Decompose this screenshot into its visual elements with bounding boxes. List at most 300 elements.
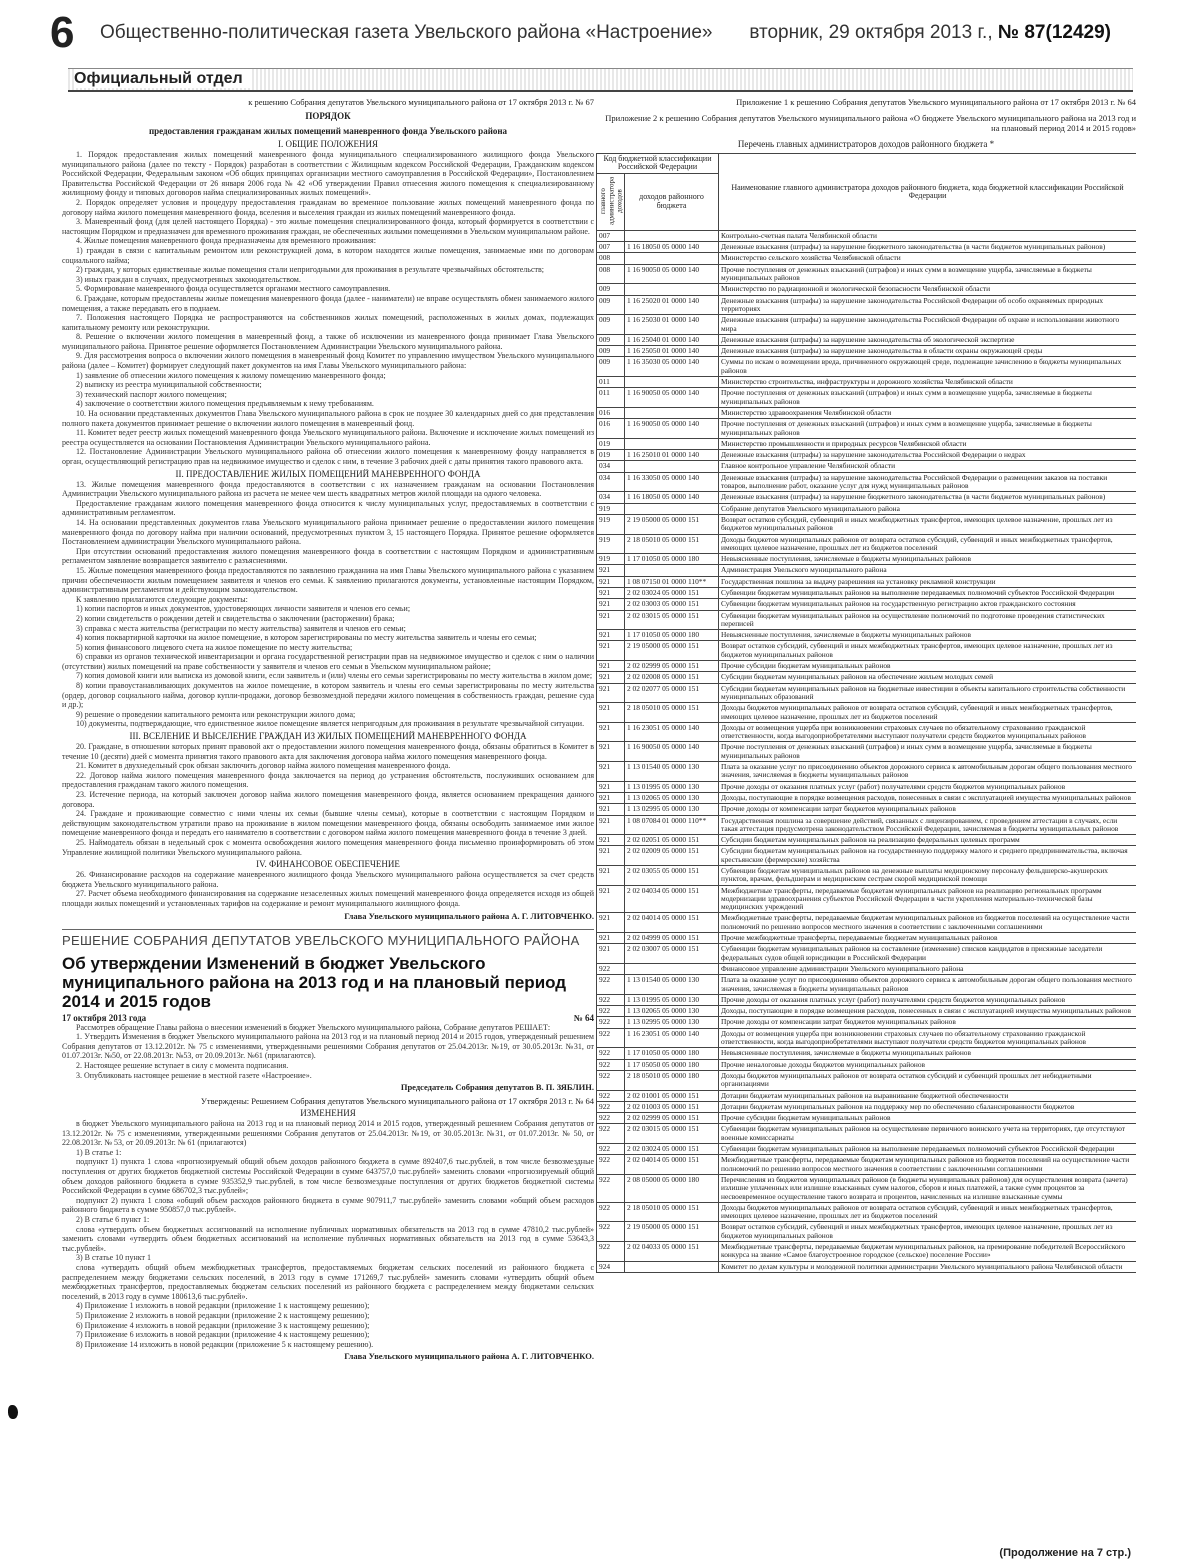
admin-code-cell: 919 bbox=[597, 503, 625, 514]
revenue-code-cell: 1 08 07150 01 0000 110** bbox=[625, 576, 719, 587]
page-number: 6 bbox=[50, 8, 75, 57]
table-row bbox=[597, 334, 1137, 345]
paragraph: 10. На основании представленных документов Глава Увельского муниципального района в срок не позднее 30 календарных дней со дня представления полного пакета документов принимает решение о включении жилого помещения в маневренный фонд. bbox=[62, 409, 594, 428]
paragraph: 3. Опубликовать настоящее решение в местной газете «Настроение». bbox=[76, 1070, 312, 1080]
paragraph: Предоставление гражданам жилого помещения маневренного фонда относится к числу муниципальных услуг, предоставляемых в соответствии с административным регламентом. bbox=[62, 498, 594, 518]
paragraph: 7) копия домовой книги или выписка из домовой книги, если заявитель и (или) члены его семьи зарегистрированы по месту жительства в жилом доме; bbox=[76, 671, 593, 681]
table-row bbox=[597, 1202, 1137, 1222]
name-cell: Министерство строительства, инфраструктуры и дорожного хозяйства Челябинской области bbox=[719, 377, 1136, 388]
decision-header: РЕШЕНИЕ СОБРАНИЯ ДЕПУТАТОВ УВЕЛЬСКОГО МУНИЦИПАЛЬНОГО РАЙОНА bbox=[62, 929, 594, 948]
revenue-code-cell: 2 02 03024 05 0000 151 bbox=[625, 587, 719, 598]
issue-date-text: вторник, 29 октября 2013 г., bbox=[749, 22, 998, 43]
admin-code-cell: 011 bbox=[597, 388, 625, 408]
paragraph: 25. Наймодатель обязан в недельный срок с момента освобождения жилого помещения маневренного фонда письменно проинформировать об этом Управление жилищной политики Увельского муниципального района. bbox=[62, 837, 594, 857]
name-cell: Денежные взыскания (штрафы) за нарушение бюджетного законодательства (в части бюджетов муниципальных районов) bbox=[719, 492, 1136, 503]
signature-head: Глава Увельского муниципального района А. Г. ЛИТОВЧЕНКО. bbox=[344, 910, 594, 921]
table-row bbox=[597, 1028, 1137, 1048]
paragraph: 6. Граждане, которым предоставлены жилые помещения маневренного фонда (далее - наниматели) не вправе осуществлять обмен занимаемого жилого помещения, а также передавать его в поднаем. bbox=[62, 293, 594, 313]
revenue-code-cell: 1 16 25010 01 0000 140 bbox=[625, 450, 719, 461]
admin-code-cell: 921 bbox=[597, 846, 625, 866]
admin-code-cell: 922 bbox=[597, 1113, 625, 1124]
paragraph: 4) заключение о соответствии жилого помещения предъявляемым к нему требованиям. bbox=[76, 399, 374, 409]
revenue-code-cell: 2 18 05010 05 0000 151 bbox=[625, 534, 719, 554]
revenue-code-cell: 2 19 05000 05 0000 151 bbox=[625, 641, 719, 661]
name-cell: Невыясненные поступления, зачисляемые в бюджеты муниципальных районов bbox=[719, 1048, 1136, 1059]
name-cell: Доходы от возмещения ущерба при возникновении страховых случаев по обязательному страхованию гражданской ответственности, когда выгодоприобретателями выступают получатели средств бюджетов муниципальных районов bbox=[719, 722, 1136, 742]
table-row bbox=[597, 1070, 1137, 1090]
decision-number: № 64 bbox=[573, 1012, 594, 1023]
table-header-group: Код бюджетной классификации Российской Федерации bbox=[597, 154, 719, 174]
procedure-appendix-ref: к решению Собрания депутатов Увельского муниципального района от 17 октября 2013 г. № 67 bbox=[248, 97, 594, 107]
revenue-code-cell: 1 16 18050 05 0000 140 bbox=[625, 492, 719, 503]
admin-code-cell: 016 bbox=[597, 407, 625, 418]
procedure-section-heading: II. ПРЕДОСТАВЛЕНИЕ ЖИЛЫХ ПОМЕЩЕНИЙ МАНЕВРЕННОГО ФОНДА bbox=[175, 468, 481, 479]
decision-title: Об утверждении Изменений в бюджет Увельского муниципального района на 2013 год и на плановый период 2014 и 2015 годов bbox=[62, 953, 567, 1011]
table-row bbox=[597, 781, 1137, 792]
admin-code-cell: 034 bbox=[597, 461, 625, 472]
table-row bbox=[597, 683, 1137, 703]
paragraph: При отсутствии оснований предоставления жилого помещения маневренного фонда в соответствии с настоящим Порядком и административным регламентом заявление возвращается заявителю с разъяснениями. bbox=[62, 546, 594, 566]
admin-code-cell: 921 bbox=[597, 866, 625, 886]
table-row bbox=[597, 503, 1137, 514]
issue-date bbox=[749, 22, 1111, 44]
name-cell: Государственная пошлина за выдачу разрешения на установку рекламной конструкции bbox=[719, 576, 1136, 587]
left-column bbox=[62, 97, 594, 1557]
decision-date-row bbox=[62, 1013, 594, 1023]
paragraph: 24. Граждане и проживающие совместно с ними члены их семьи (бывшие члены семьи), которые в соответствии с настоящим Порядком и действующим законодательством утратили право на проживание в жилом помещении маневренного фонда, обязаны освободить занимаемое ими жилое помещение маневренного фонда и передать его нанимателю в соответствии с договором найма жилого помещения маневренного фонда в течение 3 дней. bbox=[62, 809, 594, 838]
revenue-code-cell: 1 17 01050 05 0000 180 bbox=[625, 1048, 719, 1059]
admin-code-cell: 922 bbox=[597, 1241, 625, 1261]
table-row bbox=[597, 1155, 1137, 1175]
table-row bbox=[597, 315, 1137, 335]
table-row bbox=[597, 492, 1137, 503]
name-cell: Прочие субсидии бюджетам муниципальных районов bbox=[719, 1113, 1136, 1124]
revenue-code-cell: 2 18 05010 05 0000 151 bbox=[625, 1202, 719, 1222]
table-row bbox=[597, 284, 1137, 295]
revenue-code-cell: 1 16 23051 05 0000 140 bbox=[625, 1028, 719, 1048]
name-cell: Межбюджетные трансферты, передаваемые бюджетам муниципальных районов на реализацию региональных программ модернизации здравоохранения субъектов Российской Федерации в части укрепления материально-технической базы медицинских учреждений bbox=[719, 885, 1136, 913]
revenue-code-cell: 2 02 01001 05 0000 151 bbox=[625, 1090, 719, 1101]
admin-code-cell: 922 bbox=[597, 1028, 625, 1048]
procedure-section-body bbox=[62, 150, 594, 467]
name-cell: Доходы бюджетов муниципальных районов от возврата остатков субсидий, субвенций и иных межбюджетных трансфертов, имеющих целевое назначение, прошлых лет из бюджетов поселений bbox=[719, 534, 1136, 554]
paragraph: 3) технический паспорт жилого помещения; bbox=[76, 389, 227, 399]
revenue-code-cell bbox=[625, 438, 719, 449]
revenue-code-cell: 1 16 25030 01 0000 140 bbox=[625, 315, 719, 335]
revenue-code-cell: 2 02 03015 05 0000 151 bbox=[625, 610, 719, 630]
changes-body bbox=[62, 1119, 594, 1349]
table-header-admin-code bbox=[597, 173, 625, 230]
admin-code-cell: 922 bbox=[597, 1048, 625, 1059]
admin-code-cell: 922 bbox=[597, 975, 625, 995]
admin-code-cell: 009 bbox=[597, 334, 625, 345]
admin-code-cell: 922 bbox=[597, 1090, 625, 1101]
admin-code-cell: 924 bbox=[597, 1261, 625, 1272]
admin-code-cell: 008 bbox=[597, 264, 625, 284]
revenue-code-cell: 2 02 04014 05 0000 151 bbox=[625, 1155, 719, 1175]
revenue-code-cell: 2 02 02999 05 0000 151 bbox=[625, 1113, 719, 1124]
admin-code-cell: 009 bbox=[597, 284, 625, 295]
revenue-code-cell: 1 13 01995 05 0000 130 bbox=[625, 781, 719, 792]
paragraph: в бюджет Увельского муниципального района на 2013 год и на плановый период 2014 и 2015 годов, утвержденный решением Собрания депутатов от 13.12.2012г. № 75 с изменениями, утвержденными решениями Собрания депутатов от 25.04.2013г. №19, от 30.05.2013г. №31, от 01.07.2013г. № 50, от 22.08.2013г. № 53, от 20.09.2013г. № 61 (прилагаются) bbox=[62, 1119, 594, 1148]
revenue-code-cell: 2 02 04034 05 0000 151 bbox=[625, 885, 719, 913]
admin-code-cell: 016 bbox=[597, 419, 625, 439]
name-cell: Денежные взыскания (штрафы) за нарушение законодательства Российской Федерации о размещении заказов на поставки товаров, выполнение работ, оказание услуг для нужд муниципальных районов bbox=[719, 472, 1136, 492]
revenue-code-cell: 1 13 02065 05 0000 130 bbox=[625, 1006, 719, 1017]
table-row bbox=[597, 1222, 1137, 1242]
print-smudge bbox=[8, 1405, 18, 1419]
name-cell: Денежные взыскания (штрафы) за нарушение законодательства Российской Федерации о недрах bbox=[719, 450, 1136, 461]
name-cell: Перечисления из бюджетов муниципальных районов (в бюджеты муниципальных районов) для осуществления возврата (зачета) излишне уплаченных или излишне взысканных сумм налогов, сборов и иных платежей, а также сумм процентов за несвоевременное осуществление такого возврата и процентов, начисленных на излишне взысканные суммы bbox=[719, 1174, 1136, 1202]
admin-code-cell: 921 bbox=[597, 610, 625, 630]
revenue-code-cell: 2 02 04033 05 0000 151 bbox=[625, 1241, 719, 1261]
table-row bbox=[597, 450, 1137, 461]
admin-code-cell: 019 bbox=[597, 438, 625, 449]
name-cell: Прочие поступления от денежных взысканий (штрафов) и иных сумм в возмещение ущерба, зачисляемые в бюджеты муниципальных районов bbox=[719, 388, 1136, 408]
paragraph: 3. Маневренный фонд (для целей настоящего Порядка) - это жилые помещения специализированного фонда, который формируется в соответствии с настоящим Порядком и предназначен для временного проживания граждан, не обеспеченных жилыми помещениями в Увельском муниципальном районе. bbox=[62, 217, 594, 236]
paragraph: 2) граждан, у которых единственные жилые помещения стали непригодными для проживания в результате чрезвычайных обстоятельств; bbox=[76, 265, 544, 275]
paragraph: 20. Граждане, в отношении которых принят правовой акт о предоставлении жилого помещения маневренного фонда, обязаны обратиться в Комитет в течение 10 (десяти) дней с момента принятия такого правового акта для заключения договора найма жилого помещения маневренного фонда. bbox=[62, 742, 594, 761]
table-row bbox=[597, 565, 1137, 576]
paragraph: 6) справки из органов технической инвентаризации и органа государственной регистрации прав на недвижимое имущество и сделок с ним о наличии (отсутствии) жилых помещений на праве собственности у заявителя и членов его семьи в Увельском муниципальном районе; bbox=[62, 652, 594, 671]
administrators-list-title: Перечень главных администраторов доходов районного бюджета * bbox=[737, 139, 995, 149]
paragraph: 1) заявление об отнесении жилого помещения к жилому помещению маневренного фонда; bbox=[76, 370, 386, 380]
procedure-section-heading: IV. ФИНАНСОВОЕ ОБЕСПЕЧЕНИЕ bbox=[256, 859, 400, 870]
revenue-code-cell bbox=[625, 230, 719, 241]
table-row bbox=[597, 534, 1137, 554]
table-row bbox=[597, 975, 1137, 995]
name-cell: Прочие доходы от оказания платных услуг (работ) получателями средств бюджетов муниципальных районов bbox=[719, 994, 1136, 1005]
paragraph: 14. На основании представленных документов глава Увельского муниципального района принимает решение о предоставлении жилого помещения маневренного фонда по договору найма при наличии оснований, предусмотренных пунктом 3, 15 настоящего Порядка. Принятое решение оформляется Постановлением администрации Увельского муниципального района. bbox=[62, 517, 594, 547]
paragraph: 1. Порядок предоставления жилых помещений маневренного фонда муниципального специализированного жилищного фонда Увельского муниципального района (далее по тексту - Порядок) разработан в соответствии с Жилищным кодексом Российской Федерации, Гражданским кодексом Российской Федерации, Федеральным законом «Об общих принципах организации местного самоуправления в Российской Федерации», Постановлением Правительства Российской Федерации от 26 января 2006 года № 42 «Об утверждении Правил отнесения жилого помещения к специализированному жилищному фонду и типовых договоров найма специализированных жилых помещений». bbox=[62, 150, 594, 198]
table-row bbox=[597, 866, 1137, 886]
revenue-code-cell: 2 18 05010 05 0000 180 bbox=[625, 1070, 719, 1090]
admin-code-cell: 921 bbox=[597, 804, 625, 815]
revenue-code-cell bbox=[625, 963, 719, 974]
paragraph: 3) иных граждан в случаях, предусмотренных законодательством. bbox=[76, 274, 301, 284]
admin-code-cell: 922 bbox=[597, 963, 625, 974]
name-cell: Министерство по радиационной и экологической безопасности Челябинской области bbox=[719, 284, 1136, 295]
name-cell: Денежные взыскания (штрафы) за нарушение законодательства об экологической экспертизе bbox=[719, 334, 1136, 345]
paragraph: 4) Приложение 1 изложить в новой редакции (приложение 1 к настоящему решению); bbox=[76, 1301, 370, 1311]
paragraph: 5) копия финансового лицевого счета на жилое помещение по месту жительства; bbox=[76, 642, 353, 652]
table-row bbox=[597, 630, 1137, 641]
procedure-title: ПОРЯДОК bbox=[305, 111, 351, 121]
paragraph: 9) решение о проведении капитального ремонта или реконструкции жилого дома; bbox=[76, 709, 356, 719]
paragraph: 2) копии свидетельств о рождении детей и свидетельства о заключении (расторжении) брака; bbox=[76, 613, 395, 623]
revenue-code-cell: 2 02 03055 05 0000 151 bbox=[625, 866, 719, 886]
admin-code-cell: 921 bbox=[597, 815, 625, 835]
admin-code-cell: 921 bbox=[597, 933, 625, 944]
table-row bbox=[597, 357, 1137, 377]
table-header-revenue-code: доходов районного бюджета bbox=[625, 173, 719, 230]
paragraph: 10) документы, подтверждающие, что единственное жилое помещение является непригодным для проживания в результате чрезвычайной ситуации. bbox=[76, 719, 585, 729]
table-row bbox=[597, 1144, 1137, 1155]
table-row bbox=[597, 1059, 1137, 1070]
paragraph: 1) копии паспортов и иных документов, удостоверяющих личности заявителя и членов его семьи; bbox=[76, 604, 411, 614]
table-row bbox=[597, 792, 1137, 803]
paragraph: 6) Приложение 4 изложить в новой редакции (приложение 3 к настоящему решению); bbox=[76, 1320, 370, 1330]
paragraph: подпункт 2) пункта 1 слова «общий объем расходов районного бюджета в сумме 907911,7 тыс.рублей» заменить словами «общий объем расходов районного бюджета в сумме 950857,0 тыс.рублей». bbox=[62, 1195, 594, 1215]
paragraph: 4. Жилые помещения маневренного фонда предназначены для временного проживания: bbox=[76, 236, 376, 246]
table-row bbox=[597, 885, 1137, 913]
name-cell: Прочие неналоговые доходы бюджетов муниципальных районов bbox=[719, 1059, 1136, 1070]
name-cell: Доходы, поступающие в порядке возмещения расходов, понесенных в связи с эксплуатацией имущества муниципальных районов bbox=[719, 1006, 1136, 1017]
paragraph: 5. Формирование маневренного фонда осуществляется органами местного самоуправления. bbox=[76, 284, 391, 294]
paragraph: 2) выписку из реестра муниципальной собственности; bbox=[76, 380, 262, 390]
paragraph: 4) копия поквартирной карточки на жилое помещение, в котором зарегистрированы по месту жительства заявитель и члены его семьи; bbox=[76, 633, 537, 643]
admin-code-cell: 921 bbox=[597, 630, 625, 641]
admin-code-cell: 921 bbox=[597, 641, 625, 661]
table-row bbox=[597, 944, 1137, 964]
name-cell: Субсидии бюджетам муниципальных районов на реализацию федеральных целевых программ bbox=[719, 835, 1136, 846]
name-cell: Комитет по делам культуры и молодежной политики администрации Увельского муниципального района Челябинской области bbox=[719, 1261, 1136, 1272]
table-row bbox=[597, 388, 1137, 408]
name-cell: Субсидии бюджетам муниципальных районов на обеспечение жильем молодых семей bbox=[719, 672, 1136, 683]
admin-code-cell: 921 bbox=[597, 742, 625, 762]
name-cell: Субвенции бюджетам муниципальных районов на осуществление первичного воинского учета на территориях, где отсутствуют военные комиссариаты bbox=[719, 1124, 1136, 1144]
admin-code-cell: 009 bbox=[597, 295, 625, 315]
name-cell: Администрация Увельского муниципального района bbox=[719, 565, 1136, 576]
newspaper-name: Общественно-политическая газета Увельского района «Настроение» bbox=[100, 22, 713, 43]
paragraph: подпункт 1) пункта 1 слова «прогнозируемый общий объем доходов районного бюджета в сумме 892407,6 тыс.рублей, в том числе безвозмездные поступления от других бюджетов бюджетной системы Российской Федерации в сумме 643757,0 тыс.рублей» заменить словами «прогнозируемый общий объем доходов районного бюджета в сумме 935352,9 тыс.рублей, в том числе безвозмездные поступления от других бюджетов бюджетной системы Российской Федерации в сумме 686702,3 тыс.рублей»; bbox=[62, 1157, 594, 1196]
revenue-code-cell: 2 02 03007 05 0000 151 bbox=[625, 944, 719, 964]
revenue-code-cell: 1 13 01540 05 0000 130 bbox=[625, 762, 719, 782]
paragraph: 12. Постановление Администрации Увельского муниципального района об отнесении жилого помещения к маневренному фонду направляется в орган, осуществляющий регистрацию прав на недвижимое имущество и сделок с ним, в течение 3 рабочих дней с даты принятия такого правового акта. bbox=[62, 447, 594, 466]
revenue-code-cell: 1 17 05050 05 0000 180 bbox=[625, 1059, 719, 1070]
name-cell: Денежные взыскания (штрафы) за нарушение законодательства Российской Федерации об охране и использовании животного мира bbox=[719, 315, 1136, 335]
table-row bbox=[597, 295, 1137, 315]
name-cell: Возврат остатков субсидий, субвенций и иных межбюджетных трансфертов, имеющих целевое назначение, прошлых лет из бюджетов муниципальных районов bbox=[719, 1222, 1136, 1242]
table-row bbox=[597, 1261, 1137, 1272]
paragraph: 1. Утвердить Изменения в бюджет Увельского муниципального района на 2013 год и на плановый период 2014 и 2015 годов, утвержденный решением Собрания депутатов от 13.12.2012г. № 75 с изменениями, утвержденными решениями Собрания депутатов от 25.04.2013г. №19, от 30.05.2013г. №31, от 01.07.2013г. №50, от 22.08.2013г. №53, от 20.09.2013г. №61 (прилагаются). bbox=[62, 1032, 594, 1061]
admin-code-cell: 922 bbox=[597, 1202, 625, 1222]
revenue-code-cell: 2 02 02077 05 0000 151 bbox=[625, 683, 719, 703]
table-row bbox=[597, 1124, 1137, 1144]
paragraph: 3) В статье 10 пункт 1 bbox=[76, 1253, 152, 1263]
admin-code-cell: 922 bbox=[597, 1155, 625, 1175]
table-row bbox=[597, 835, 1137, 846]
table-row bbox=[597, 230, 1137, 241]
admin-code-cell: 922 bbox=[597, 1124, 625, 1144]
admin-code-cell: 921 bbox=[597, 599, 625, 610]
paragraph: 7) Приложение 6 изложить в новой редакции (приложение 4 к настоящему решению); bbox=[76, 1330, 370, 1340]
name-cell: Собрание депутатов Увельского муниципального района bbox=[719, 503, 1136, 514]
paragraph: 13. Жилые помещения маневренного фонда предоставляются в соответствии с их назначением гражданам на основании Постановления Администрации Увельского муниципального района из расчета не менее чем шесть квадратных метров жилой площади на одного человека. bbox=[62, 479, 594, 499]
name-cell: Прочие межбюджетные трансферты, передаваемые бюджетам муниципальных районов bbox=[719, 933, 1136, 944]
name-cell: Невыясненные поступления, зачисляемые в бюджеты муниципальных районов bbox=[719, 554, 1136, 565]
table-row bbox=[597, 346, 1137, 357]
revenue-code-cell bbox=[625, 253, 719, 264]
revenue-administrators-table bbox=[596, 153, 1136, 1273]
appendix-1-ref: Приложение 1 к решению Собрания депутатов Увельского муниципального района от 17 октября 2013 г. № 64 bbox=[736, 97, 1136, 107]
revenue-code-cell: 2 19 05000 05 0000 151 bbox=[625, 514, 719, 534]
revenue-code-cell: 2 02 01003 05 0000 151 bbox=[625, 1101, 719, 1112]
revenue-code-cell: 1 16 90050 05 0000 140 bbox=[625, 742, 719, 762]
name-cell: Министерство здравоохранения Челябинской области bbox=[719, 407, 1136, 418]
name-cell: Субвенции бюджетам муниципальных районов на составление (изменение) списков кандидатов в присяжные заседатели федеральных судов общей юрисдикции в Российской Федерации bbox=[719, 944, 1136, 964]
name-cell: Межбюджетные трансферты, передаваемые бюджетам муниципальных районов из бюджетов поселений на осуществление части полномочий по решению вопросов местного значения в соответствии с заключенными соглашениями bbox=[719, 1155, 1136, 1175]
name-cell: Доходы, поступающие в порядке возмещения расходов, понесенных в связи с эксплуатацией имущества муниципальных районов bbox=[719, 792, 1136, 803]
admin-code-cell: 921 bbox=[597, 683, 625, 703]
table-row bbox=[597, 913, 1137, 933]
paragraph: 8) Приложение 14 изложить в новой редакции (приложение 5 к настоящему решению). bbox=[76, 1339, 374, 1349]
paragraph: 8) копии правоустанавливающих документов на жилое помещение, в котором заявитель и члены его семьи зарегистрированы по месту жительства (ордер, договор социального найма, договор купли-продажи, договор безвозмездной передачи жилого помещения в собственность граждан, решение суда и др.); bbox=[62, 681, 594, 710]
continued-note: (Продолжение на 7 стр.) bbox=[999, 1547, 1131, 1559]
revenue-code-cell bbox=[625, 1261, 719, 1272]
table-row bbox=[597, 742, 1137, 762]
paragraph: 1) граждан в связи с капитальным ремонтом или реконструкцией дома, в котором находятся жилые помещения, занимаемые ими по договорам социального найма; bbox=[62, 245, 594, 265]
revenue-code-cell: 1 16 25040 01 0000 140 bbox=[625, 334, 719, 345]
admin-code-cell: 922 bbox=[597, 1174, 625, 1202]
procedure-section-body bbox=[62, 480, 594, 729]
name-cell: Прочие поступления от денежных взысканий (штрафов) и иных сумм в возмещение ущерба, зачисляемые в бюджеты муниципальных районов bbox=[719, 419, 1136, 439]
revenue-code-cell bbox=[625, 565, 719, 576]
table-row bbox=[597, 1241, 1137, 1261]
table-row bbox=[597, 514, 1137, 534]
revenue-code-cell: 1 16 25050 01 0000 140 bbox=[625, 346, 719, 357]
name-cell: Денежные взыскания (штрафы) за нарушение законодательства в области охраны окружающей среды bbox=[719, 346, 1136, 357]
revenue-code-cell: 1 16 23051 05 0000 140 bbox=[625, 722, 719, 742]
table-row bbox=[597, 377, 1137, 388]
right-column bbox=[596, 97, 1136, 1537]
admin-code-cell: 921 bbox=[597, 913, 625, 933]
name-cell: Денежные взыскания (штрафы) за нарушение бюджетного законодательства (в части бюджетов муниципальных районов) bbox=[719, 242, 1136, 253]
paragraph: 3) справка с места жительства (регистрации по месту жительства) заявителя и членов его семьи; bbox=[76, 623, 406, 633]
name-cell: Субвенции бюджетам муниципальных районов на осуществление полномочий по подготовке проведения статистических переписей bbox=[719, 610, 1136, 630]
revenue-code-cell: 1 16 18050 05 0000 140 bbox=[625, 242, 719, 253]
admin-code-cell: 921 bbox=[597, 722, 625, 742]
paragraph: 15. Жилые помещения маневренного фонда предоставляются по заявлению гражданина на имя Главы Увельского муниципального района с указанием причин обеспеченности жилым помещением заявителя и членов его семьи. К заявлению прилагаются документы, установленные настоящим Порядком, административным регламентом и действующим законодательством. bbox=[62, 565, 594, 595]
table-row bbox=[597, 722, 1137, 742]
admin-code-cell: 922 bbox=[597, 1059, 625, 1070]
revenue-code-cell: 1 17 01050 05 0000 180 bbox=[625, 554, 719, 565]
admin-code-cell: 922 bbox=[597, 1222, 625, 1242]
paragraph: 8. Решение о включении жилого помещения в маневренный фонд, а также об исключении из маневренного фонда принимает Глава Увельского муниципального района. Принятое решение оформляется Постановлением Администрации Увельского муниципального района. bbox=[62, 332, 594, 351]
name-cell: Субвенции бюджетам муниципальных районов на денежные выплаты медицинскому персоналу фельдшерско-акушерских пунктов, врачам, фельдшерам и медицинским сестрам скорой медицинской помощи bbox=[719, 866, 1136, 886]
revenue-code-cell: 1 13 02995 05 0000 130 bbox=[625, 804, 719, 815]
admin-code-cell: 921 bbox=[597, 835, 625, 846]
revenue-code-cell: 1 13 02065 05 0000 130 bbox=[625, 792, 719, 803]
admin-code-cell: 019 bbox=[597, 450, 625, 461]
paragraph: К заявлению прилагаются следующие документы: bbox=[76, 594, 248, 604]
table-row bbox=[597, 804, 1137, 815]
revenue-code-cell: 2 19 05000 05 0000 151 bbox=[625, 1222, 719, 1242]
name-cell: Доходы бюджетов муниципальных районов от возврата остатков субсидий и субвенций прошлых лет небюджетными организациями bbox=[719, 1070, 1136, 1090]
paragraph: слова «утвердить объем бюджетных ассигнований на исполнение публичных нормативных обязательств на 2013 год в сумме 47810,2 тыс.рублей» заменить словами «утвердить объем бюджетных ассигнований на исполнение публичных нормативных обязательств на 2013 год в сумме 53643,3 тыс.рублей». bbox=[62, 1224, 594, 1253]
revenue-code-cell: 2 02 02008 05 0000 151 bbox=[625, 672, 719, 683]
name-cell: Денежные взыскания (штрафы) за нарушение законодательства Российской Федерации об особо охраняемых природных территориях bbox=[719, 295, 1136, 315]
table-row bbox=[597, 576, 1137, 587]
name-cell: Контрольно-счетная палата Челябинской области bbox=[719, 230, 1136, 241]
name-cell: Возврат остатков субсидий, субвенций и иных межбюджетных трансфертов, имеющих целевое назначение, прошлых лет из бюджетов муниципальных районов bbox=[719, 641, 1136, 661]
name-cell: Плата за оказание услуг по присоединению объектов дорожного сервиса к автомобильным дорогам общего пользования местного значения, зачисляемая в бюджеты муниципальных районов bbox=[719, 975, 1136, 995]
name-cell: Прочие поступления от денежных взысканий (штрафов) и иных сумм в возмещение ущерба, зачисляемые в бюджеты муниципальных районов bbox=[719, 742, 1136, 762]
revenue-code-cell: 2 02 03024 05 0000 151 bbox=[625, 1144, 719, 1155]
section-title: Официальный отдел bbox=[74, 69, 251, 88]
table-row bbox=[597, 419, 1137, 439]
name-cell: Межбюджетные трансферты, передаваемые бюджетам муниципальных районов, на премирование победителей Всероссийского конкурса на звание «Самое благоустроенное городское (сельское) поселение России» bbox=[719, 1241, 1136, 1261]
admin-code-cell: 922 bbox=[597, 1101, 625, 1112]
table-row bbox=[597, 1174, 1137, 1202]
admin-code-cell: 919 bbox=[597, 554, 625, 565]
admin-code-cell: 008 bbox=[597, 253, 625, 264]
paragraph: 21. Комитет в двухнедельный срок обязан заключить договор найма жилого помещения маневренного фонда. bbox=[76, 761, 451, 771]
paragraph: 7. Положения настоящего Порядка не распространяются на собственников жилых помещений, расположенных в жилых домах, подлежащих капитальному ремонту или реконструкции. bbox=[62, 313, 594, 332]
revenue-code-cell: 2 02 02051 05 0000 151 bbox=[625, 835, 719, 846]
paragraph: 9. Для рассмотрения вопроса о включении жилого помещения в маневренный фонд Комитет по управлению имуществом Увельского муниципального района (далее – Комитет) формирует следующий пакет документов на имя Главы Увельского муниципального района: bbox=[62, 351, 594, 371]
name-cell: Доходы от возмещения ущерба при возникновении страховых случаев по обязательному страхованию гражданской ответственности, когда выгодоприобретателями выступают получатели средств бюджетов муниципальных районов bbox=[719, 1028, 1136, 1048]
table-row bbox=[597, 461, 1137, 472]
paragraph: 2) В статье 6 пункт 1: bbox=[76, 1215, 150, 1225]
admin-code-cell: 009 bbox=[597, 346, 625, 357]
table-row bbox=[597, 1006, 1137, 1017]
admin-code-cell: 921 bbox=[597, 781, 625, 792]
admin-code-cell: 007 bbox=[597, 230, 625, 241]
table-row bbox=[597, 1048, 1137, 1059]
name-cell: Межбюджетные трансферты, передаваемые бюджетам муниципальных районов из бюджетов поселений на осуществление части полномочий по решению вопросов местного значения в соответствии с заключенными соглашениями bbox=[719, 913, 1136, 933]
table-row bbox=[597, 641, 1137, 661]
name-cell: Прочие доходы от компенсации затрат бюджетов муниципальных районов bbox=[719, 804, 1136, 815]
table-header-name: Наименование главного администратора доходов районного бюджета, кода бюджетной классификации Российской Федерации bbox=[719, 154, 1136, 231]
table-row bbox=[597, 253, 1137, 264]
table-row bbox=[597, 554, 1137, 565]
name-cell: Финансовое управление администрации Увельского муниципального района bbox=[719, 963, 1136, 974]
name-cell: Возврат остатков субсидий, субвенций и иных межбюджетных трансфертов, имеющих целевое назначение, прошлых лет из бюджетов муниципальных районов bbox=[719, 514, 1136, 534]
admin-code-cell: 011 bbox=[597, 377, 625, 388]
table-row bbox=[597, 846, 1137, 866]
table-row bbox=[597, 815, 1137, 835]
revenue-code-cell bbox=[625, 503, 719, 514]
table-row bbox=[597, 599, 1137, 610]
procedure-section-heading: III. ВСЕЛЕНИЕ И ВЫСЕЛЕНИЕ ГРАЖДАН ИЗ ЖИЛЫХ ПОМЕЩЕНИЙ МАНЕВРЕННОГО ФОНДА bbox=[129, 731, 527, 742]
admin-code-cell: 921 bbox=[597, 587, 625, 598]
table-row bbox=[597, 963, 1137, 974]
revenue-code-cell: 2 02 03003 05 0000 151 bbox=[625, 599, 719, 610]
paragraph: 2. Настоящее решение вступает в силу с момента подписания. bbox=[76, 1060, 289, 1070]
paragraph: 26. Финансирование расходов на содержание маневренного жилищного фонда Увельского муниципального района осуществляется за счет средств бюджета Увельского муниципального района. bbox=[62, 870, 594, 889]
name-cell: Субвенции бюджетам муниципальных районов на выполнение передаваемых полномочий субъектов Российской Федерации bbox=[719, 1144, 1136, 1155]
revenue-code-cell: 2 02 02009 05 0000 151 bbox=[625, 846, 719, 866]
revenue-code-cell bbox=[625, 461, 719, 472]
signature-chairman: Председатель Собрания депутатов В. П. ЗЯБЛИН. bbox=[400, 1082, 594, 1093]
table-row bbox=[597, 264, 1137, 284]
name-cell: Прочие субсидии бюджетам муниципальных районов bbox=[719, 661, 1136, 672]
admin-code-cell: 922 bbox=[597, 1006, 625, 1017]
admin-code-cell: 921 bbox=[597, 885, 625, 913]
procedure-section-body bbox=[62, 742, 594, 857]
issue-number: № 87(12429) bbox=[997, 22, 1111, 43]
paragraph: 5) Приложение 2 изложить в новой редакции (приложение 2 к настоящему решению); bbox=[76, 1310, 370, 1320]
name-cell: Субсидии бюджетам муниципальных районов на государственную поддержку малого и среднего предпринимательства, включая крестьянские (фермерские) хозяйства bbox=[719, 846, 1136, 866]
name-cell: Главное контрольное управление Челябинской области bbox=[719, 461, 1136, 472]
revenue-code-cell: 1 16 90050 05 0000 140 bbox=[625, 264, 719, 284]
name-cell: Прочие доходы от компенсации затрат бюджетов муниципальных районов bbox=[719, 1017, 1136, 1028]
masthead bbox=[0, 0, 1181, 62]
paragraph: 2. Порядок определяет условия и процедуру предоставления гражданам во временное пользование жилых помещений маневренного фонда по договору найма жилого помещения маневренного фонда, вселения и выселения граждан из жилых помещений маневренного фонда. bbox=[62, 197, 594, 217]
procedure-body bbox=[62, 139, 594, 909]
name-cell: Прочие поступления от денежных взысканий (штрафов) и иных сумм в возмещение ущерба, зачисляемые в бюджеты муниципальных районов bbox=[719, 264, 1136, 284]
table-row bbox=[597, 994, 1137, 1005]
table-row bbox=[597, 438, 1137, 449]
paragraph: 11. Комитет ведет реестр жилых помещений маневренного фонда Увельского муниципального района. Включение и исключение жилых помещений из реестра осуществляется на основании Постановления Администрации Увельского муниципального района. bbox=[62, 428, 594, 447]
table-header-admin-code-text: главного администратора доходов bbox=[599, 176, 624, 225]
revenue-code-cell: 1 13 01995 05 0000 130 bbox=[625, 994, 719, 1005]
signature-head-2: Глава Увельского муниципального района А. Г. ЛИТОВЧЕНКО. bbox=[344, 1351, 594, 1362]
revenue-code-cell: 1 13 01540 05 0000 130 bbox=[625, 975, 719, 995]
admin-code-cell: 921 bbox=[597, 703, 625, 723]
table-row bbox=[597, 1113, 1137, 1124]
